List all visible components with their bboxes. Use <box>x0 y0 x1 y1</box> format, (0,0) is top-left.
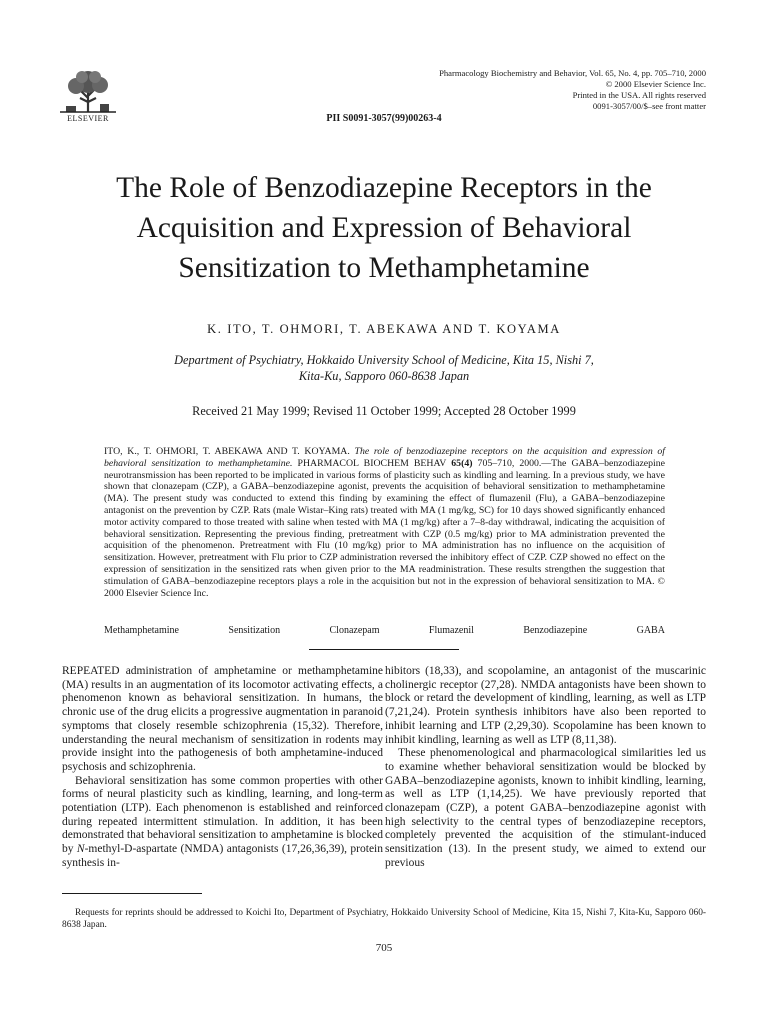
keyword: Methamphetamine <box>104 625 179 636</box>
rights-line: Printed in the USA. All rights reserved <box>572 90 706 100</box>
abstract-authors: ITO, K., T. OHMORI, T. ABEKAWA AND T. KOYAMA. <box>104 446 350 457</box>
keyword: GABA <box>636 625 665 636</box>
footnote <box>62 907 706 931</box>
title-line: Sensitization to Methamphetamine <box>178 252 590 284</box>
journal-info <box>439 68 706 112</box>
title-line: Acquisition and Expression of Behavioral <box>136 212 632 244</box>
keyword: Clonazepam <box>329 625 380 636</box>
abstract <box>104 446 665 599</box>
abstract-pages: 705–710, 2000.— <box>477 457 552 469</box>
body-column-right <box>385 665 706 871</box>
body-paragraph: These phenomenological and pharmacological similarities led us to examine whether behavioral sensitization would be blocked by GABA–benzodiazepine agonists, known to inhibit kindling, learning, as well as LTP (1,14,25). We have previously reported that clonazepam (CZP), a potent GABA–benzodiazepine agonist with high selectivity to the central types of benzodiazepine receptors, completely prevented the acquisition of the stimulant-induced sensitization (13). In the present study, we aimed to extend our previous <box>385 747 706 869</box>
affiliation-line: Kita-Ku, Sapporo 060-8638 Japan <box>298 369 470 383</box>
keyword: Flumazenil <box>428 625 474 636</box>
body-text: Behavioral sensitization has some common properties with other forms of neural plasticity such as kindling, learning, and long-term potentiation (LTP). Each phenomenon is established and reinforced during repeated intermittent stimulation. In addition, it has been demonstrated that behavioral sensitization to amphetamine is blocked by <box>62 774 383 856</box>
keywords-divider <box>309 649 459 650</box>
abstract-journal: PHARMACOL BIOCHEM BEHAV <box>297 457 447 469</box>
copyright-line: © 2000 Elsevier Science Inc. <box>605 79 706 89</box>
affiliation-line: Department of Psychiatry, Hokkaido University School of Medicine, Kita 15, Nishi 7, <box>174 353 594 367</box>
body-column-left <box>62 665 383 871</box>
body-paragraph <box>62 775 383 871</box>
keyword: Benzodiazepine <box>523 625 588 636</box>
abstract-volume: 65(4) <box>451 457 473 469</box>
journal-citation: Pharmacology Biochemistry and Behavior, Vol. 65, No. 4, pp. 705–710, 2000 <box>439 68 706 78</box>
pii-text: PII S0091-3057(99)00263-4 <box>326 113 442 124</box>
issn-line: 0091-3057/00/$–see front matter <box>592 101 706 111</box>
body-paragraph: hibitors (18,33), and scopolamine, an antagonist of the muscarinic cholinergic receptor (27,28). NMDA antagonists have been shown to block or retard the development of kindling, learning, as well as LTP (7,21,24). Protein synthesis inhibitors have also been reported to inhibit learning and LTP (2,29,30). Scopolamine has been known to inhibit kindling, learning as well as LTP (8,11,38). <box>385 665 706 746</box>
keywords <box>104 625 665 636</box>
footnote-text: Requests for reprints should be addressed to Koichi Ito, Department of Psychiatry, Hokkaido University School of Medicine, Kita 15, Nishi 7, Kita-Ku, Sapporo 060-8638 Japan. <box>62 908 706 930</box>
publisher-name: ELSEVIER <box>67 114 109 123</box>
affiliation <box>80 352 688 384</box>
authors: K. ITO, T. OHMORI, T. ABEKAWA AND T. KOYAMA <box>207 322 561 336</box>
abstract-title: The role of benzodiazepine receptors on the acquisition and expression of behavioral sensitization to methamphetamine. <box>104 446 665 469</box>
paper-title <box>40 168 728 288</box>
page-number: 705 <box>375 942 393 954</box>
abstract-text: The GABA–benzodiazepine neurotransmission has been reported to be implicated in various forms of plasticity such as kindling and learning. In a previous study, we have shown that clonazepam (CZP), a GABA–benzodiazepine agonist, prevents the acquisition of behavioral sensitization to methamphetamine (MA). The present study was conducted to extend this finding by examining the effect of flumazenil (Flu), a GABA–benzodiazepine antagonist on the prevention by CZP. Rats (male Wistar–King rats) treated with MA (1 mg/kg, SC) for 10 days showed significantly enhanced motor activity compared to those treated with saline when tested with MA (1 mg/kg) after a 7–8-day withdrawal, indicating the acquisition of behavioral sensitization. Representing the previous finding, pretreatment with CZP (0.5 mg/kg) prior to MA administration prevented the acquisition of the phenomenon. Pretreatment with Flu (10 mg/kg) prior to MA administration has no influence on the acquisition of sensitization. However, pretreatment with Flu prior to CZP administration reversed the inhibitory effect of CZP. CZP showed no effect on the expression of sensitization in the sensitized rats when given prior to the MA readministration. These results strengthen the suggestion that stimulation of GABA–benzodiazepine receptors plays a role in the acquisition but not in the expression of behavioral sensitization to MA. <box>104 457 666 587</box>
body-paragraph: REPEATED administration of amphetamine or methamphetamine (MA) results in an augmentation of its locomotor activating effects, a phenomenon known as behavioral sensitization. In humans, the chronic use of the drug elicits a progressive augmentation in paranoid symptoms that closely resemble schizophrenia (15,32). Therefore, understanding the neural mechanism of sensitization in rodents may provide insight into the pathogenesis of both amphetamine-induced psychosis and schizophrenia. <box>62 665 383 773</box>
abstract-copyright: © 2000 Elsevier Science Inc. <box>104 575 665 599</box>
footnote-divider <box>62 893 202 894</box>
body-text-italic: N <box>76 843 85 856</box>
body-text: -methyl-D-aspartate (NMDA) antagonists (17,26,36,39), protein synthesis in- <box>62 843 383 869</box>
title-line: The Role of Benzodiazepine Receptors in the <box>116 172 652 204</box>
pii <box>0 113 768 124</box>
received-dates: Received 21 May 1999; Revised 11 October 1999; Accepted 28 October 1999 <box>192 404 576 418</box>
tree-emblem-icon <box>58 68 118 114</box>
keyword: Sensitization <box>228 625 281 636</box>
